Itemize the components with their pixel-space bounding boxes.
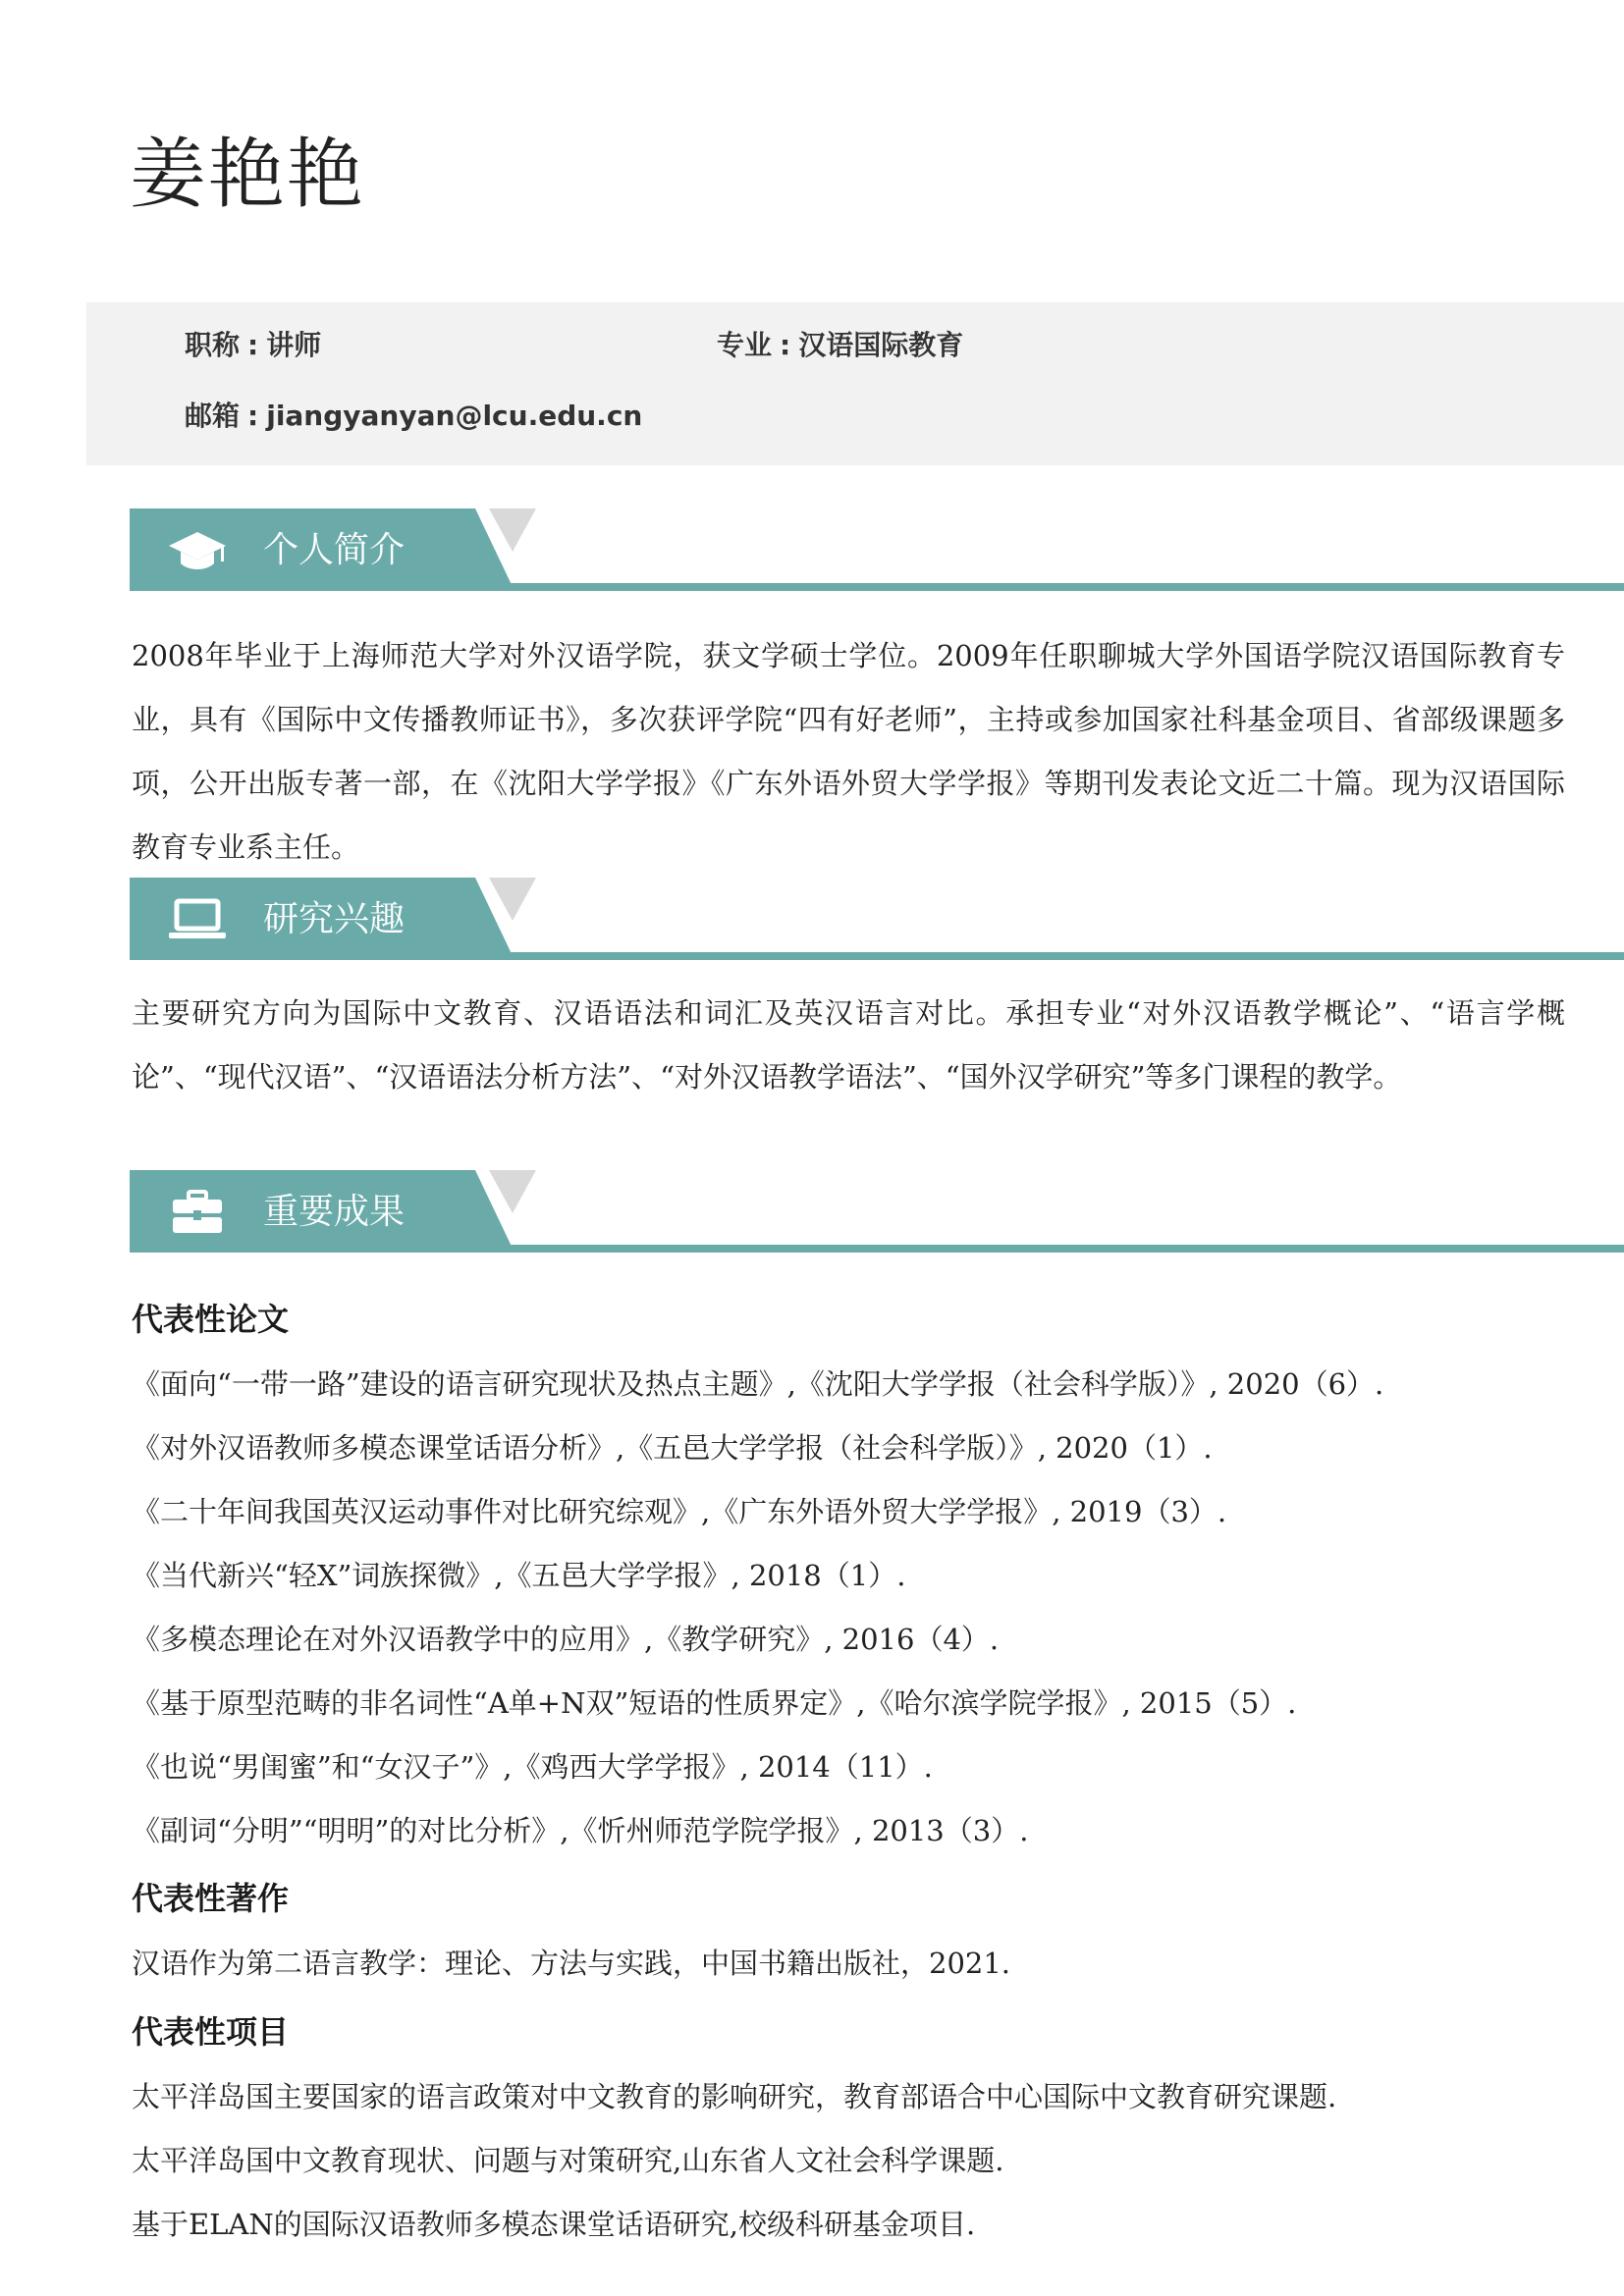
title-label: 职称 [185, 329, 241, 361]
list-item: 太平洋岛国主要国家的语言政策对中文教育的影响研究，教育部语合中心国际中文教育研究课题. [132, 2080, 1337, 2113]
briefcase-icon [167, 1188, 228, 1237]
person-name: 姜艳艳 [130, 131, 366, 219]
projects-heading: 代表性项目 [132, 2013, 290, 2051]
profile-info-box [86, 302, 1624, 465]
list-item: 《二十年间我国英汉运动事件对比研究综观》,《广东外语外贸大学学报》, 2019（3）. [132, 1495, 1227, 1528]
list-item: 太平洋岛国中文教育现状、问题与对策研究,山东省人文社会科学课题. [132, 2144, 1004, 2177]
title-field: 职称 : 讲师 [185, 329, 322, 361]
list-item: 《当代新兴“轻X”词族探微》,《五邑大学学报》, 2018（1）. [132, 1559, 906, 1592]
books-list [132, 1932, 1595, 1996]
papers-heading: 代表性论文 [132, 1301, 290, 1338]
projects-list [132, 2065, 1595, 2257]
graduation-cap-icon [167, 526, 228, 575]
list-item: 《多模态理论在对外汉语教学中的应用》,《教学研究》, 2016（4）. [132, 1623, 1000, 1656]
major-value: 汉语国际教育 [798, 329, 964, 361]
section-title-bio: 个人简介 [263, 530, 406, 570]
list-item: 《也说“男闺蜜”和“女汉子”》,《鸡西大学学报》, 2014（11）. [132, 1750, 933, 1784]
list-item: 《副词“分明”“明明”的对比分析》,《忻州师范学院学报》, 2013（3）. [132, 1814, 1029, 1847]
major-field: 专业 : 汉语国际教育 [717, 329, 964, 361]
section-title-research: 研究兴趣 [263, 899, 406, 939]
email-value[interactable]: jiangyanyan@lcu.edu.cn [266, 400, 643, 432]
papers-list [132, 1353, 1595, 1863]
research-text: 主要研究方向为国际中文教育、汉语语法和词汇及英汉语言对比。承担专业“对外汉语教学概论”、“语言学概论”、“现代汉语”、“汉语语法分析方法”、“对外汉语教学语法”、“国外汉学研究”等多门课程的教学。 [132, 996, 1565, 1094]
section-header-bio [130, 508, 1624, 591]
list-item: 《基于原型范畴的非名词性“A单+N双”短语的性质界定》,《哈尔滨学院学报》, 2015（5）. [132, 1686, 1297, 1720]
section-title-achievements: 重要成果 [263, 1192, 406, 1232]
section-header-achievements [130, 1170, 1624, 1253]
section-header-research [130, 878, 1624, 960]
list-item: 基于ELAN的国际汉语教师多模态课堂话语研究,校级科研基金项目. [132, 2208, 976, 2241]
email-field: 邮箱 : jiangyanyan@lcu.edu.cn [185, 400, 643, 432]
title-value: 讲师 [266, 329, 322, 361]
list-item: 《面向“一带一路”建设的语言研究现状及热点主题》,《沈阳大学学报（社会科学版）》, 2020（6）. [132, 1367, 1384, 1401]
email-label: 邮箱 [185, 400, 241, 432]
books-heading: 代表性著作 [132, 1880, 290, 1917]
major-label: 专业 [717, 329, 773, 361]
laptop-icon [167, 895, 228, 944]
bio-text: 2008年毕业于上海师范大学对外汉语学院，获文学硕士学位。2009年任职聊城大学外国语学院汉语国际教育专业，具有《国际中文传播教师证书》，多次获评学院“四有好老师”，主持或参加国家社科基金项目、省部级课题多项，公开出版专著一部，在《沈阳大学学报》《广东外语外贸大学学报》等期刊发表论文近二十篇。现为汉语国际教育专业系主任。 [132, 639, 1565, 864]
list-item: 汉语作为第二语言教学：理论、方法与实践，中国书籍出版社，2021. [132, 1947, 1011, 1980]
list-item: 《对外汉语教师多模态课堂话语分析》,《五邑大学学报（社会科学版）》, 2020（1）. [132, 1431, 1213, 1465]
